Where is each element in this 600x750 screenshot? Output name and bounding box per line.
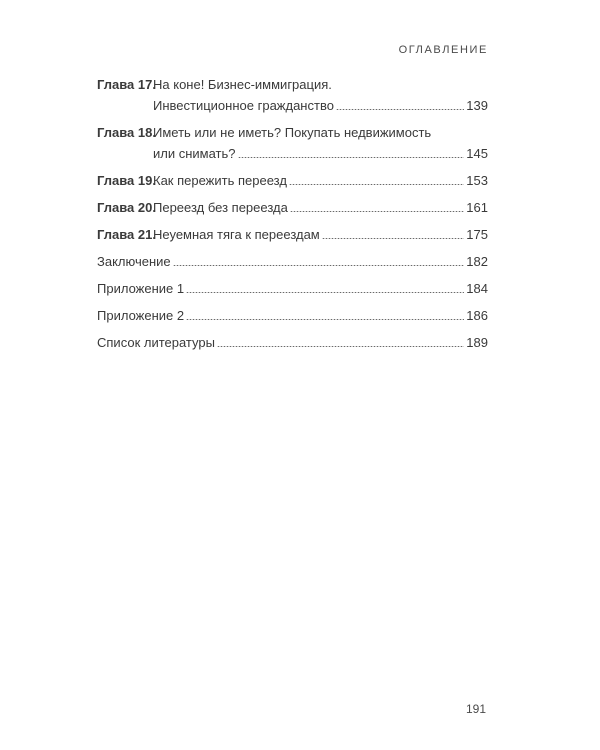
chapter-label: Глава 17. [97, 77, 156, 92]
page-number: 175 [466, 227, 488, 242]
page-number: 186 [466, 308, 488, 323]
dot-leader [186, 292, 464, 293]
dot-leader [238, 157, 465, 158]
page-number: 153 [466, 173, 488, 188]
chapter-title: Переезд без переезда [153, 200, 288, 215]
folio-page-number: 191 [465, 702, 486, 716]
dot-leader [217, 346, 464, 347]
dot-leader [289, 184, 464, 185]
dot-leader [290, 211, 464, 212]
toc-entry-chapter-18[interactable] [97, 124, 488, 162]
toc-entry-conclusion[interactable] [97, 253, 488, 270]
chapter-label: Глава 20. [97, 200, 156, 215]
chapter-label: Глава 19. [97, 173, 156, 188]
toc-entry-chapter-20[interactable] [97, 199, 488, 216]
dot-leader [322, 238, 465, 239]
chapter-title: Неуемная тяга к переездам [153, 227, 320, 242]
section-title: Приложение 1 [97, 281, 185, 296]
toc-entry-chapter-19[interactable] [97, 172, 488, 189]
table-of-contents [97, 76, 488, 361]
chapter-title-line-1: Иметь или не иметь? Покупать недвижимость [153, 125, 432, 140]
page-number: 145 [466, 146, 488, 161]
dot-leader [186, 319, 464, 320]
chapter-label: Глава 18. [97, 125, 156, 140]
section-title: Список литературы [97, 335, 215, 350]
page-number: 189 [466, 335, 488, 350]
chapter-label: Глава 21. [97, 227, 156, 242]
toc-entry-bibliography[interactable] [97, 334, 488, 351]
dot-leader [336, 109, 464, 110]
chapter-title: Как пережить переезд [153, 173, 287, 188]
toc-entry-chapter-21[interactable] [97, 226, 488, 243]
page-number: 184 [466, 281, 488, 296]
section-title: Приложение 2 [97, 308, 185, 323]
section-title: Заключение [97, 254, 171, 269]
chapter-title-line-2: Инвестиционное гражданство [153, 98, 334, 113]
running-title: ОГЛАВЛЕНИЕ [398, 44, 488, 56]
toc-entry-chapter-17[interactable] [97, 76, 488, 114]
chapter-title-line-2: или снимать? [153, 146, 236, 161]
page-number: 182 [466, 254, 488, 269]
page-number: 139 [466, 98, 488, 113]
toc-entry-appendix-2[interactable] [97, 307, 488, 324]
dot-leader [173, 265, 465, 266]
toc-entry-appendix-1[interactable] [97, 280, 488, 297]
page-number: 161 [466, 200, 488, 215]
chapter-title-line-1: На коне! Бизнес-иммиграция. [153, 77, 332, 92]
